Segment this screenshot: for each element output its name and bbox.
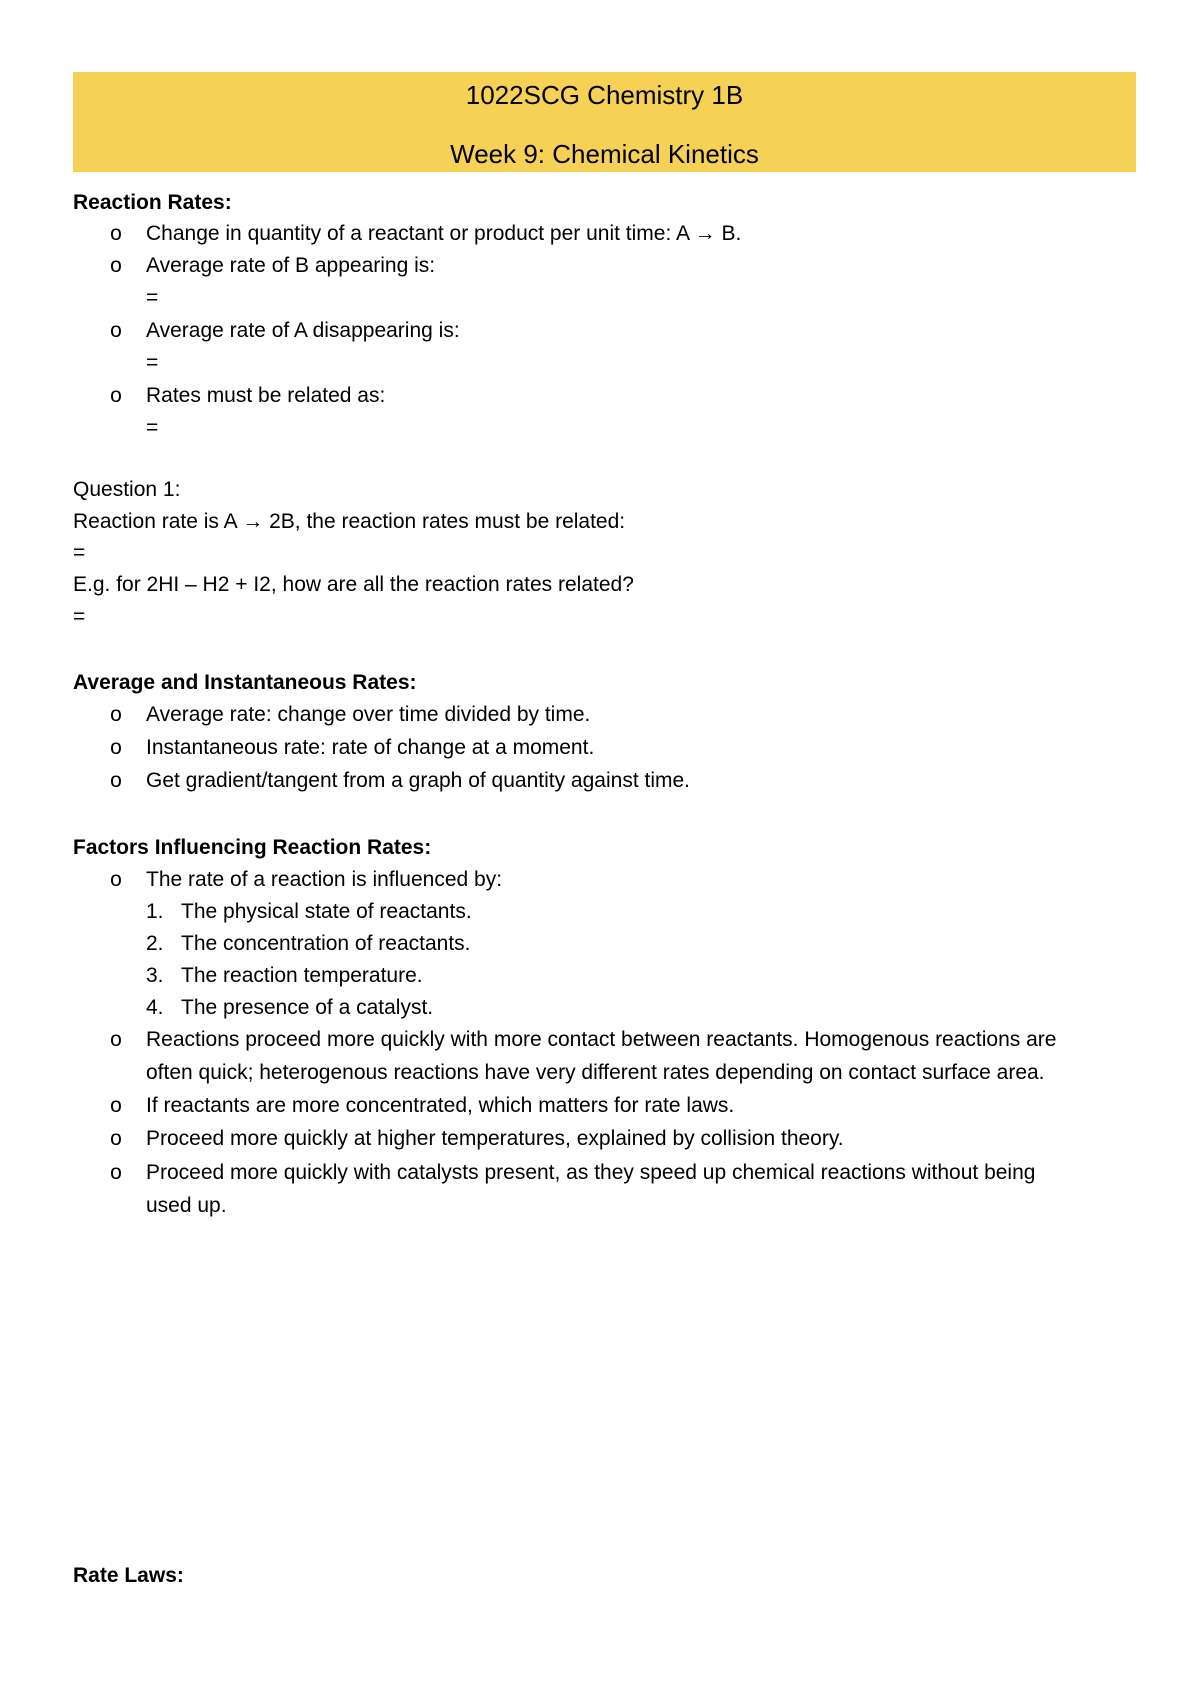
title-banner xyxy=(73,72,1136,172)
bullet-icon: o xyxy=(110,868,122,891)
week-title: Week 9: Chemical Kinetics xyxy=(450,139,759,169)
bullet-icon: o xyxy=(110,1161,122,1184)
course-title: 1022SCG Chemistry 1B xyxy=(465,80,744,110)
question-heading: Question 1: xyxy=(73,478,181,501)
bullet-icon: o xyxy=(110,319,122,342)
bullet-icon: o xyxy=(110,1094,122,1117)
bullet-icon: o xyxy=(110,1028,122,1051)
bullet-icon: o xyxy=(110,254,122,277)
bullet-icon: o xyxy=(110,769,122,792)
bullet-icon: o xyxy=(110,736,122,759)
bullet-icon: o xyxy=(110,222,122,245)
equation-placeholder: = xyxy=(73,541,86,564)
section-heading-reaction-rates: Reaction Rates: xyxy=(73,191,232,214)
section-heading-rate-laws: Rate Laws: xyxy=(73,1564,184,1587)
document-page: 1022SCG Chemistry 1B Week 9: Chemical Kinetics Reaction Rates: o Change in quantity of a reactant or product per unit time: A → B. o Average rate of B appearing is: = o Average rate of A disappearing is: = o Rates must be related as: = Question 1: Reaction rate is A → 2B, the reaction rates must be related: = E.g. for 2HI – H2 + I2, how are all the reaction rates related? = Average and Instantaneous Rates: o Average rate: change over time divided by time. o Instantaneous rate: rate of change at a moment. o Get gradient/tangent from a graph of quantity against time. Factors Influencing Reaction Rates: o The rate of a reaction is influenced by: 1. The physical state of reactants. 2. The concentration of reactants. 3. The reaction temperature. 4. The presence of a catalyst. o Reactions proceed more quickly with more contact between reactants. Homogenous reactions are often quick; heterogenous reactions have very different rates depending on contact surface area. o If reactants are more concentrated, which matters for rate laws. o Proceed more quickly at higher temperatures, explained by collision theory. o Proceed more quickly with catalysts present, as they speed up chemical reactions without being used up. Rate Laws: xyxy=(0,0,1200,1698)
equation-placeholder: = xyxy=(73,605,86,628)
bullet-icon: o xyxy=(110,384,122,407)
section-heading-average-instantaneous: Average and Instantaneous Rates: xyxy=(73,671,417,694)
question-text: E.g. for 2HI – H2 + I2, how are all the reaction rates related? xyxy=(73,573,634,596)
bullet-icon: o xyxy=(110,1127,122,1150)
bullet-icon: o xyxy=(110,703,122,726)
question-text: Reaction rate is A → 2B, the reaction rates must be related: xyxy=(73,510,626,533)
section-heading-factors: Factors Influencing Reaction Rates: xyxy=(73,836,432,859)
